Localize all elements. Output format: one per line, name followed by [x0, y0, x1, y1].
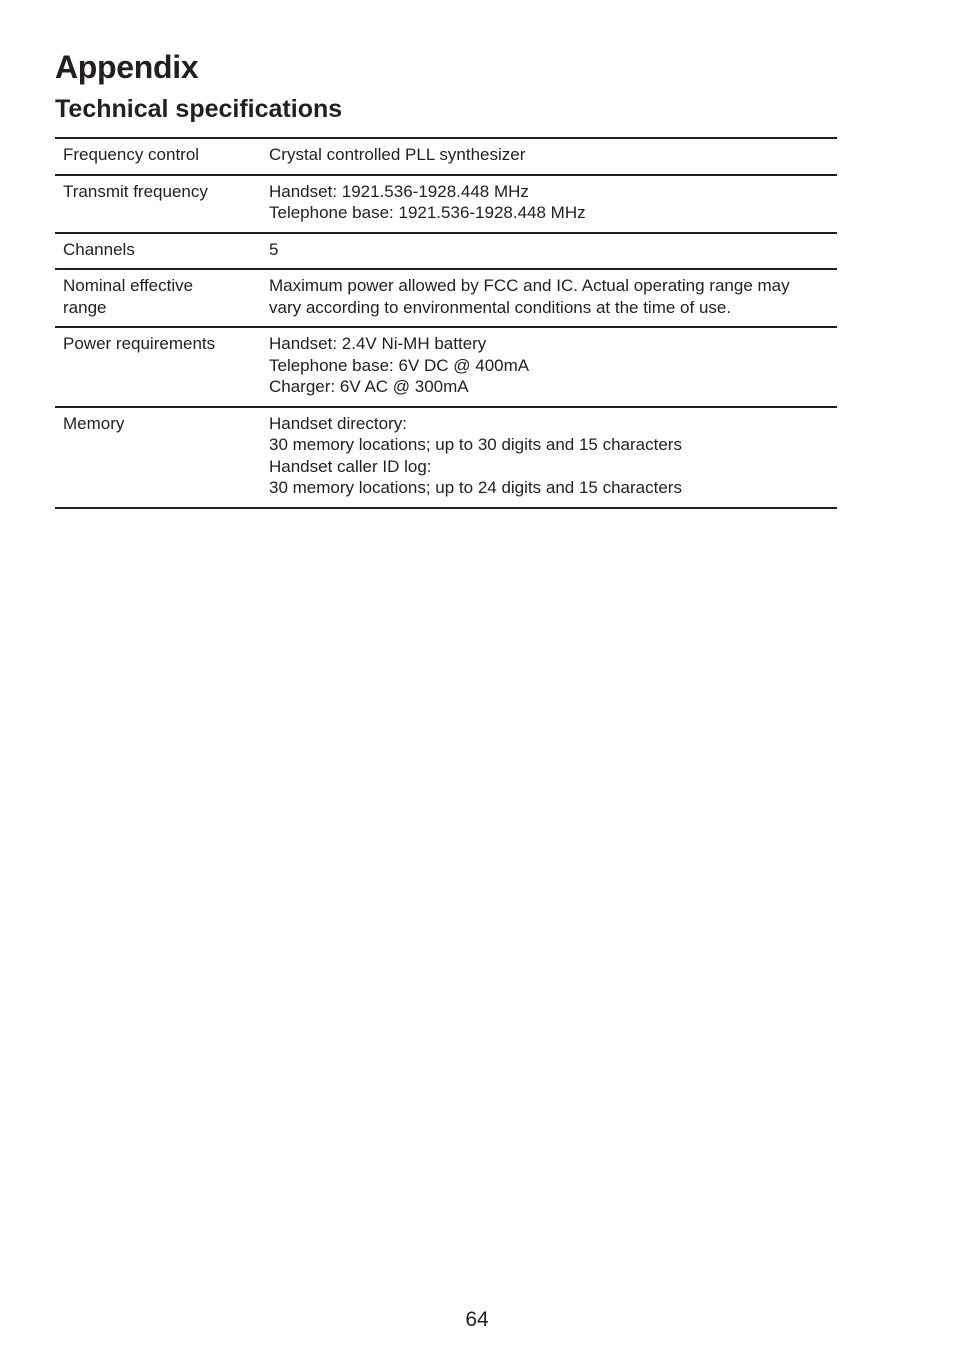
spec-value [261, 269, 837, 327]
spec-value-line: Maximum power allowed by FCC and IC. Actual operating range may [269, 276, 790, 295]
spec-value-line: Charger: 6V AC @ 300mA [269, 377, 469, 396]
spec-label-line: Channels [63, 239, 135, 259]
spec-value-line: Handset caller ID log: [269, 456, 432, 476]
spec-label [55, 138, 261, 175]
spec-value [261, 233, 837, 270]
spec-value-line: Handset directory: [269, 413, 407, 433]
spec-value [261, 138, 837, 175]
spec-label-line: Memory [63, 413, 125, 433]
spec-label-line: Frequency control [63, 145, 200, 164]
spec-value-line: Handset: 1921.536-1928.448 MHz [269, 181, 529, 201]
spec-value-line: Telephone base: 1921.536-1928.448 MHz [269, 203, 586, 222]
spec-row-nominal-effective-range [55, 269, 837, 327]
spec-value-line: Telephone base: 6V DC @ 400mA [269, 355, 530, 375]
spec-label [55, 269, 261, 327]
spec-row-memory [55, 407, 837, 508]
specifications-table [55, 137, 837, 509]
spec-row-frequency-control [55, 138, 837, 175]
spec-value-line: vary according to environmental conditions at the time of use. [269, 297, 732, 317]
spec-row-transmit-frequency [55, 175, 837, 233]
spec-row-channels [55, 233, 837, 270]
spec-label [55, 175, 261, 233]
spec-value-line: Crystal controlled PLL synthesizer [269, 145, 526, 164]
spec-label-line: Nominal effective [63, 276, 194, 295]
spec-value-line: 30 memory locations; up to 24 digits and 15 characters [269, 478, 682, 497]
page-title: Appendix [55, 49, 199, 85]
page-number: 64 [465, 1308, 489, 1331]
spec-value-line: Handset: 2.4V Ni-MH battery [269, 334, 487, 353]
spec-label [55, 407, 261, 508]
spec-value [261, 407, 837, 508]
spec-label [55, 327, 261, 407]
spec-label-line: Transmit frequency [63, 181, 208, 201]
spec-label [55, 233, 261, 270]
spec-value-line: 30 memory locations; up to 30 digits and 15 characters [269, 435, 682, 454]
spec-value-line: 5 [269, 239, 279, 259]
spec-value [261, 175, 837, 233]
spec-label-line: Power requirements [63, 334, 216, 353]
section-title: Technical specifications [55, 95, 343, 123]
spec-label-line: range [63, 297, 107, 317]
spec-row-power-requirements [55, 327, 837, 407]
spec-value [261, 327, 837, 407]
